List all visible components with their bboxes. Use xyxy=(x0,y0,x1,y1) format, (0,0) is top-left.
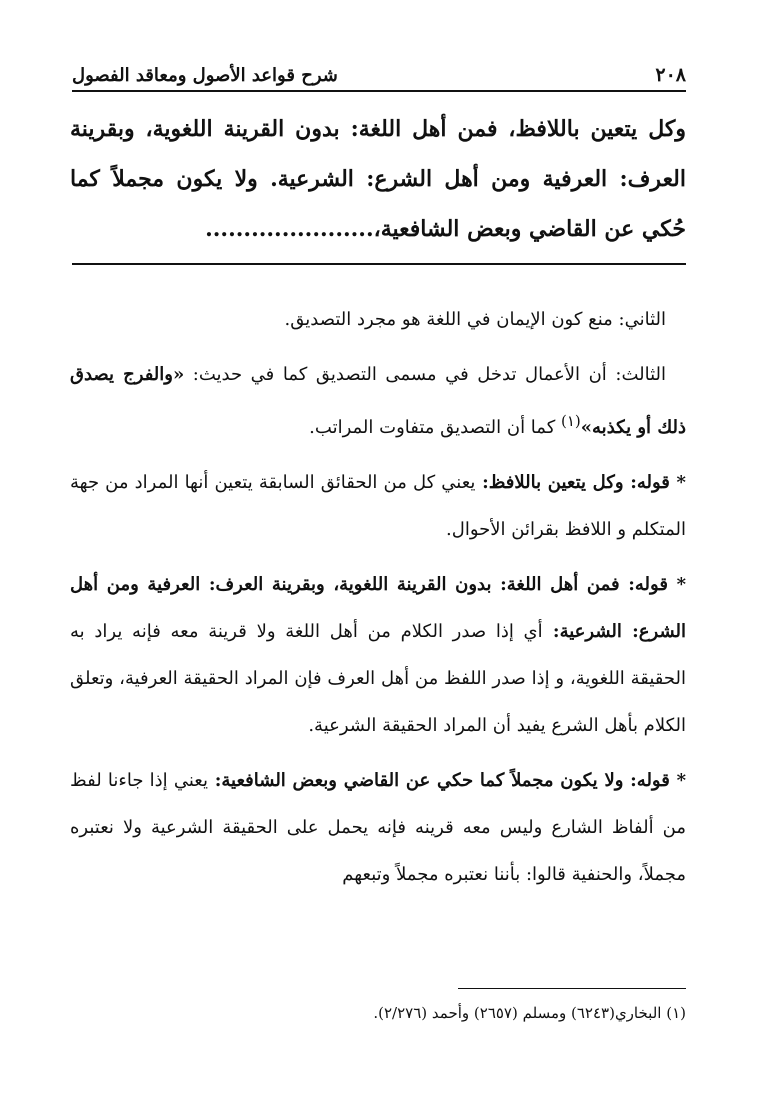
commentary-text-4: أي إذا صدر الكلام من أهل اللغة ولا قرينة معه فإنه يراد به الحقيقة اللغوية، و إذا صدر اللفظ من أهل العرف فإن المراد الحقيقة العرفية، وتعلق الكلام بأهل الشرع يفيد أن المراد الحقيقة الشرعية. xyxy=(70,621,686,736)
quoted-matn-label: قوله: ولا يكون مجملاً كما حكي عن القاضي وبعض الشافعية: xyxy=(208,770,670,791)
commentary-paragraph-1 xyxy=(70,296,686,343)
commentary-block xyxy=(70,296,686,906)
matn-separator-rule xyxy=(72,263,686,265)
asterisk-marker: * xyxy=(667,574,686,595)
footnote: (١) البخاري(٦٢٤٣) ومسلم (٢٦٥٧) وأحمد (٢/٢٧٦). xyxy=(373,1004,686,1022)
commentary-paragraph-3 xyxy=(70,459,686,553)
commentary-text-2b: كما أن التصديق متفاوت المراتب. xyxy=(309,417,561,438)
commentary-text-3: يعني كل من الحقائق السابقة يتعين أنها المراد من جهة المتكلم و اللافظ بقرائن الأحوال. xyxy=(70,472,686,540)
hadith-quote: «والفرج يصدق ذلك أو يكذبه» xyxy=(70,364,686,438)
commentary-paragraph-4 xyxy=(70,561,686,749)
running-title: شرح قواعد الأصول ومعاقد الفصول xyxy=(72,65,338,86)
asterisk-marker: * xyxy=(669,472,686,493)
commentary-paragraph-2 xyxy=(70,351,686,451)
footnote-separator-rule xyxy=(458,988,686,989)
matn-text-block xyxy=(70,104,686,254)
commentary-text-2a: الثالث: أن الأعمال تدخل في مسمى التصديق كما في حديث: xyxy=(184,364,667,385)
footnote-reference: (١) xyxy=(561,412,581,430)
quoted-matn-label: قوله: فمن أهل اللغة: بدون القرينة اللغوية، وبقرينة العرف: العرفية ومن أهل الشرع: الشرعية: xyxy=(70,574,686,642)
quoted-matn-label: قوله: وكل يتعين باللافظ: xyxy=(475,472,670,493)
commentary-text-1: الثاني: منع كون الإيمان في اللغة هو مجرد التصديق. xyxy=(284,309,666,330)
page-number: ٢٠٨ xyxy=(655,64,686,86)
commentary-text-5: يعني إذا جاءنا لفظ من ألفاظ الشارع وليس معه قرينه فإنه يحمل على الحقيقة الشرعية ولا نعتبره مجملاً، والحنفية قالوا: بأننا نعتبره مجملاً وتبعهم xyxy=(70,770,686,885)
matn-paragraph: وكل يتعين باللافظ، فمن أهل اللغة: بدون القرينة اللغوية، وبقرينة العرف: العرفية ومن أهل الشرع: الشرعية. ولا يكون مجملاً كما حُكي عن القاضي وبعض الشافعية،...................... xyxy=(70,116,686,242)
asterisk-marker: * xyxy=(669,770,687,791)
page-header xyxy=(72,58,686,92)
commentary-paragraph-5 xyxy=(70,757,686,898)
